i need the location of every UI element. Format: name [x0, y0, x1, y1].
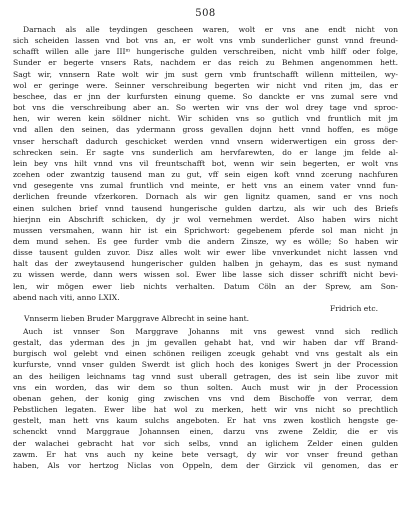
text-line: burgisch wol gelebt vnd einen schönen reiligen zceugk gehabt vnd vns gestalt als ein: [13, 349, 398, 359]
text-line: Darnach als alle teydingen gescheen waren, wolt er vns ane endt nicht von: [23, 25, 398, 34]
text-line: zcehen oder zwantzig tausend man zu gut, vff sein eigen koft vnnd zcerung nachfuren: [13, 170, 398, 180]
text-line: bot vns die verschreibung aber an. So werten wir vns der wol drey tage vnd sproc-: [13, 103, 398, 113]
text-line: an des heiligen leichnams tag vnnd sust uberall getragen, des ist sein libe zuvor mit: [13, 371, 398, 381]
text-line: abend nach viti, anno LXIX.: [13, 292, 120, 302]
text-line: lein bey vns hilt vnnd vns vil freuntschafft bot, wenn wir sein begerten, er wolt vns: [13, 158, 398, 168]
text-line: vnser herschaft dadurch geschicket werden vnnd vnsern widerwertigen ein gross der-: [13, 136, 398, 146]
signature: Fridrich etc.: [329, 303, 378, 313]
text-line: wol er geringe were. Seinner verschreibung begerten wir nicht vnd riten jm, das er: [13, 80, 398, 90]
text-line: len, wir mögen ewer lieb nichts verhalten. Datum Cöln an der Sprew, am Son-: [13, 281, 398, 291]
page-number: 508: [195, 8, 216, 19]
text-line: vnd gesegente vns zumal fruntlich vnd meinte, er hett vns an einem vater vnnd fun-: [13, 181, 398, 191]
letter-body-second: [13, 326, 398, 471]
text-line: schenckt vnnd Marggraue Johannsen einen, darzu vns zwene Zeldir, die er vis: [13, 427, 398, 437]
text-line: derlichen freunde vfzerkoren. Dornach als wir gen lignitz quamen, sand er vns noch: [13, 192, 398, 202]
text-line: beschee, das er jnn der kurfursten einung queme. So danckte er vns zumal sere vnd: [13, 91, 398, 101]
text-line: dem mund sehen. Es gee furder vmb die andern Zinsze, wy es wölle; So haben wir: [13, 236, 398, 246]
text-line: zu wissen werde, dann wers wissen sol. Ewer libe lasse sich disser schrifft nicht bevi-: [13, 270, 398, 280]
text-line: hierjnn ein Abschrift schicken, dy jr wol vernehmen werdet. Also haben wirs nicht: [13, 214, 398, 224]
text-line: vns ein worden, das wir dem so thun solten. Auch must wir jn der Procession: [13, 382, 398, 392]
text-line: gestelt, man hett vns kaum sulchs angeboten. Er hat vns zwen kostlich hengste ge-: [13, 416, 398, 426]
text-line: der walachei gebracht hat vor sich selbs, vnnd an iglichem Zelder einen gulden: [13, 438, 398, 448]
letter-address: Vnnserm lieben Bruder Marggrave Albrecht in seine hant.: [24, 314, 250, 323]
text-line: haben, Als vor hertzog Niclas von Oppeln, dem der Girzick vil genomen, das er: [13, 460, 398, 470]
text-line: Auch ist vnnser Son Marggrave Johanns mit vns gewest vnnd sich redlich: [23, 327, 398, 336]
text-line: halt das der zweytausend hungerischer gulden halben jn gehaym, das es sust nymand: [13, 259, 398, 269]
text-line: Sunder er begerte vnsers Rats, nachdem er das reich zu Behmen angenommen hett.: [13, 58, 398, 68]
text-line: disse tausent gulden zuvor. Disz alles wolt wir ewer libe vnverkundet nicht lassen vnd: [13, 248, 398, 258]
text-line: kurfurste, vnnd vnser gulden Swerdt ist glich hoch des koniges Swert jn der Procession: [13, 360, 398, 370]
text-line: obenan gehen, der konig ging zwischen vns vnd dem Bischoffe von verrar, dem: [13, 393, 398, 403]
text-line: hen, wir weren kein söldner nicht. Wir schiden vns so gutlich vnd fruntlich mit jm: [13, 114, 398, 124]
text-line: vnd allen den seinen, das ydermann gross gevallen dojnn hett vnnd hoffen, es möge: [13, 125, 398, 135]
text-line: sich scheiden lassen vnd bot vns an, er wolt vns vmb sunderlicher gunst vnnd freund-: [13, 36, 398, 46]
text-line: zawm. Er hat vns auch ny keine bete versagt, dy wir vor vnser freund gethan: [13, 449, 398, 459]
text-line: schrecken sein. Er sagte vns sunderlich am hervfarewten, do er lange jm felde al-: [13, 147, 398, 157]
letter-body-first: [13, 24, 398, 314]
text-line: mussen versmahen, wann hir ist ein Sprichwort: gegebenem pferde sol man nicht jn: [13, 225, 398, 235]
text-line: einen sulchen brief vnnd tausend hungerische gulden dartzu, als wir uch des Briefs: [13, 203, 398, 213]
text-line: Sagt wir, vnnsern Rate wolt wir jm sust gern vmb fruntschafft willenn mitteilen, wy-: [13, 69, 398, 79]
text-line: gestalt, das yderman des jn jm gevallen gehabt hat, vnd wir haben dar vff Brand-: [13, 338, 398, 348]
text-line: schafft willen alle jare IIIᵐ hungerische gulden verschreiben, nicht vmb hilff oder folge,: [13, 47, 398, 57]
text-line: Pebstlichen legaten. Ewer libe hat wol zu merken, hett wir vns nicht so prechtlich: [13, 405, 398, 415]
